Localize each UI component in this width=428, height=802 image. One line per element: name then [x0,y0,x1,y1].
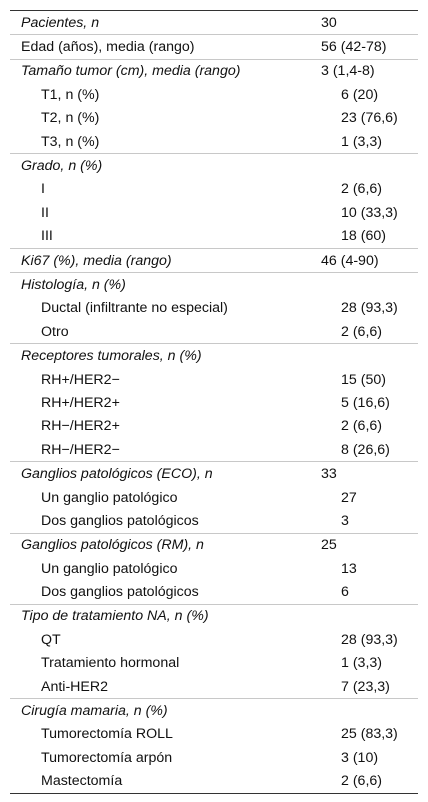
row-label: T2, n (%) [41,110,100,127]
table-row [10,60,418,83]
table-group [10,534,418,605]
table-row [10,320,418,343]
row-label: Anti-HER2 [41,678,109,695]
row-label: RH−/HER2− [41,441,120,458]
table-row [10,178,418,201]
row-value: 18 (60) [341,228,386,245]
row-label: Tumorectomía arpón [41,749,173,766]
row-label: I [41,181,45,198]
characteristics-table [10,10,418,794]
table-row [10,107,418,130]
row-value: 2 (6,6) [341,418,383,435]
table-group [10,154,418,249]
row-label: Tumorectomía ROLL [41,726,173,743]
table-row [10,605,418,628]
row-value: 23 (76,6) [341,110,398,127]
row-value: 7 (23,3) [341,678,390,695]
table-row [10,557,418,580]
row-label: T1, n (%) [41,86,100,103]
table-group [10,35,418,59]
table-group [10,273,418,344]
table-row [10,344,418,367]
row-value: 28 (93,3) [341,300,398,317]
table-row [10,415,418,438]
row-value: 1 (3,3) [341,655,383,672]
row-value: 3 (1,4-8) [321,63,375,80]
row-label: Pacientes, n [21,14,100,31]
row-value: 2 (6,6) [341,323,383,340]
row-value: 46 (4-90) [321,252,379,269]
table-row [10,438,418,461]
row-label: T3, n (%) [41,133,100,150]
row-value: 30 [321,14,337,31]
table-row [10,699,418,722]
row-label: Receptores tumorales, n (%) [21,348,202,365]
table-bottom-rule [10,793,418,794]
row-value: 2 (6,6) [341,773,383,790]
row-value: 25 [321,537,337,554]
table-row [10,675,418,698]
table-row [10,462,418,485]
row-label: Un ganglio patológico [41,489,178,506]
row-value: 25 (83,3) [341,726,398,743]
table-row [10,628,418,651]
table-row [10,225,418,248]
row-value: 8 (26,6) [341,441,390,458]
row-value: 33 [321,466,337,483]
row-value: 5 (16,6) [341,394,390,411]
row-value: 13 [341,560,357,577]
table-row [10,35,418,58]
table-group [10,605,418,700]
row-value: 6 [341,584,349,601]
row-label: Ganglios patológicos (RM), n [21,537,204,554]
table-row [10,11,418,34]
row-label: Otro [41,323,69,340]
row-value: 6 (20) [341,86,379,103]
table-row [10,297,418,320]
row-label: Dos ganglios patológicos [41,584,199,601]
table-group [10,344,418,462]
row-value: 28 (93,3) [341,631,398,648]
table-group [10,699,418,793]
row-value: 2 (6,6) [341,181,383,198]
table-row [10,486,418,509]
row-label: Grado, n (%) [21,158,103,175]
table-group [10,462,418,533]
row-label: Tipo de tratamiento NA, n (%) [21,608,209,625]
row-label: RH+/HER2− [41,371,120,388]
row-label: Edad (años), media (rango) [21,39,195,56]
row-value: 56 (42-78) [321,39,387,56]
row-label: II [41,204,49,221]
row-label: Ganglios patológicos (ECO), n [21,466,213,483]
row-label: Cirugía mamaria, n (%) [21,703,168,720]
table-row [10,130,418,153]
table-group [10,11,418,35]
row-value: 10 (33,3) [341,204,398,221]
row-label: Tratamiento hormonal [41,655,180,672]
table-row [10,509,418,532]
row-value: 27 [341,489,357,506]
row-label: Ki67 (%), media (rango) [21,252,172,269]
table-row [10,770,418,793]
row-label: III [41,228,53,245]
table-row [10,723,418,746]
row-label: RH+/HER2+ [41,394,120,411]
table-row [10,534,418,557]
row-value: 3 (10) [341,749,379,766]
row-value: 1 (3,3) [341,133,383,150]
table-row [10,201,418,224]
row-label: Ductal (infiltrante no especial) [41,300,228,317]
row-label: Histología, n (%) [21,276,126,293]
table-row [10,391,418,414]
row-label: Un ganglio patológico [41,560,178,577]
row-label: Mastectomía [41,773,123,790]
table-row [10,154,418,177]
table-body [10,11,418,793]
row-label: RH−/HER2+ [41,418,120,435]
table-row [10,652,418,675]
table-row [10,580,418,603]
row-value: 3 [341,512,349,529]
table-row [10,273,418,296]
table-row [10,249,418,272]
row-label: Tamaño tumor (cm), media (rango) [21,63,241,80]
table-row [10,83,418,106]
row-label: Dos ganglios patológicos [41,512,199,529]
row-value: 15 (50) [341,371,386,388]
table-group [10,60,418,155]
table-row [10,746,418,769]
table-row [10,368,418,391]
table-group [10,249,418,273]
row-label: QT [41,631,61,648]
